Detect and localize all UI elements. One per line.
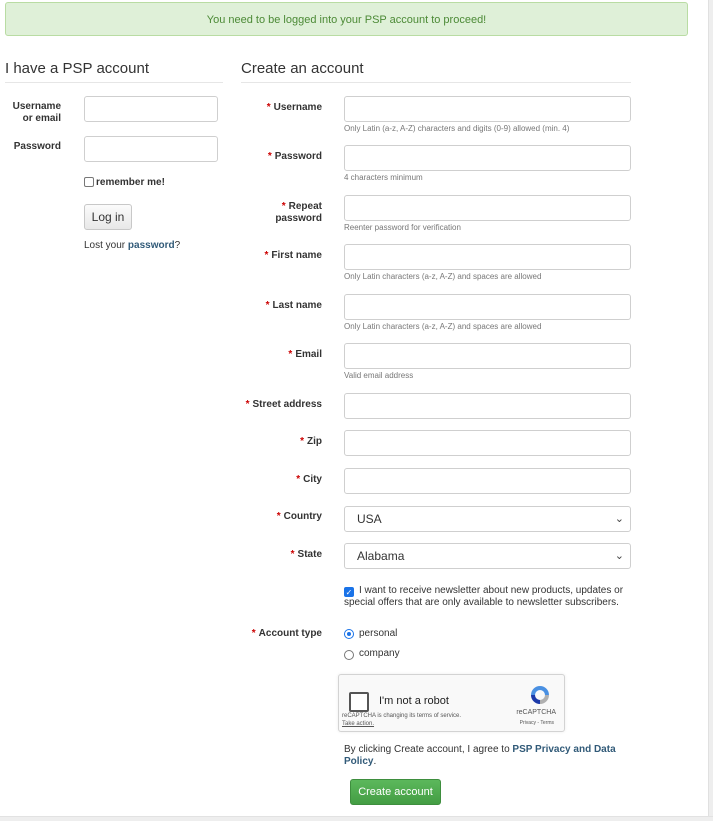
register-section-title: Create an account <box>241 60 364 77</box>
chevron-down-icon: ⌄ <box>614 513 624 525</box>
reg-country-value: USA <box>357 512 382 526</box>
reg-zip-label: * Zip <box>300 436 322 447</box>
login-section-title: I have a PSP account <box>5 60 149 77</box>
account-type-company-radio[interactable] <box>344 650 354 660</box>
reg-username-hint: Only Latin (a-z, A-Z) characters and digits (0-9) allowed (min. 4) <box>344 124 570 133</box>
recaptcha-privacy-terms[interactable]: Privacy - Terms <box>519 720 554 726</box>
reg-last-name-hint: Only Latin characters (a-z, A-Z) and spaces are allowed <box>344 322 542 331</box>
reg-password-label: * Password <box>267 151 322 162</box>
register-title-divider <box>241 82 631 83</box>
reg-street-input[interactable] <box>344 393 631 419</box>
recaptcha-checkbox[interactable] <box>349 692 369 712</box>
lost-password-text: Lost your password? <box>84 240 181 251</box>
account-type-personal-radio[interactable] <box>344 629 354 639</box>
privacy-policy-link[interactable]: PSP Privacy and Data Policy <box>344 744 616 767</box>
reg-city-label: * City <box>296 474 322 485</box>
login-username-label: Username or email <box>12 101 61 124</box>
reg-last-name-label: * Last name <box>265 300 322 311</box>
reg-first-name-label: * First name <box>264 250 322 261</box>
login-button[interactable]: Log in <box>84 204 132 230</box>
reg-email-input[interactable] <box>344 343 631 369</box>
reg-repeat-password-input[interactable] <box>344 195 631 221</box>
newsletter-label: I want to receive newsletter about new products, updates or special offers that are only available to newsletter subscribers. <box>344 585 624 608</box>
reg-state-value: Alabama <box>357 549 405 563</box>
account-type-company-label: company <box>359 648 400 659</box>
recaptcha-widget <box>338 674 565 732</box>
reg-password-input[interactable] <box>344 145 631 171</box>
reg-first-name-input[interactable] <box>344 244 631 270</box>
page-bottom-edge <box>0 816 713 821</box>
login-title-divider <box>5 82 223 83</box>
recaptcha-logo-icon <box>528 683 552 707</box>
page-scrollbar[interactable] <box>708 0 713 821</box>
reg-state-select[interactable] <box>344 543 631 569</box>
login-required-notice: You need to be logged into your PSP account to proceed! <box>5 2 688 36</box>
account-type-label: * Account type <box>251 628 322 639</box>
recaptcha-take-action-link[interactable]: Take action. <box>342 721 375 727</box>
reg-city-input[interactable] <box>344 468 631 494</box>
lost-password-link[interactable]: password <box>127 240 175 251</box>
reg-username-input[interactable] <box>344 96 631 122</box>
login-password-label: Password <box>13 141 61 152</box>
remember-me-label: remember me! <box>96 177 165 188</box>
privacy-agreement-text: By clicking Create account, I agree to PSP Privacy and Data Policy. <box>344 744 616 767</box>
reg-country-select[interactable] <box>344 506 631 532</box>
newsletter-checkbox[interactable]: ✓ <box>345 588 353 597</box>
remember-me-checkbox[interactable] <box>84 177 94 187</box>
reg-password-hint: 4 characters minimum <box>344 173 423 182</box>
reg-email-label: * Email <box>288 349 322 360</box>
reg-street-label: * Street address <box>245 399 322 410</box>
recaptcha-notice: reCAPTCHA is changing its terms of service. Take action. <box>342 713 462 727</box>
reg-username-label: * Username <box>266 102 322 113</box>
reg-zip-input[interactable] <box>344 430 631 456</box>
login-password-input[interactable] <box>84 136 218 162</box>
reg-last-name-input[interactable] <box>344 294 631 320</box>
create-account-button[interactable]: Create account <box>350 779 441 805</box>
recaptcha-brand: reCAPTCHA <box>516 709 556 716</box>
account-type-personal-label: personal <box>359 628 398 639</box>
reg-email-hint: Valid email address <box>344 371 414 380</box>
reg-first-name-hint: Only Latin characters (a-z, A-Z) and spaces are allowed <box>344 272 542 281</box>
recaptcha-label: I'm not a robot <box>379 695 449 707</box>
login-username-input[interactable] <box>84 96 218 122</box>
chevron-down-icon: ⌄ <box>614 550 624 562</box>
reg-repeat-password-hint: Reenter password for verification <box>344 223 461 232</box>
reg-repeat-password-label: * Repeat password <box>275 201 322 224</box>
reg-state-label: * State <box>290 549 322 560</box>
reg-country-label: * Country <box>276 511 322 522</box>
